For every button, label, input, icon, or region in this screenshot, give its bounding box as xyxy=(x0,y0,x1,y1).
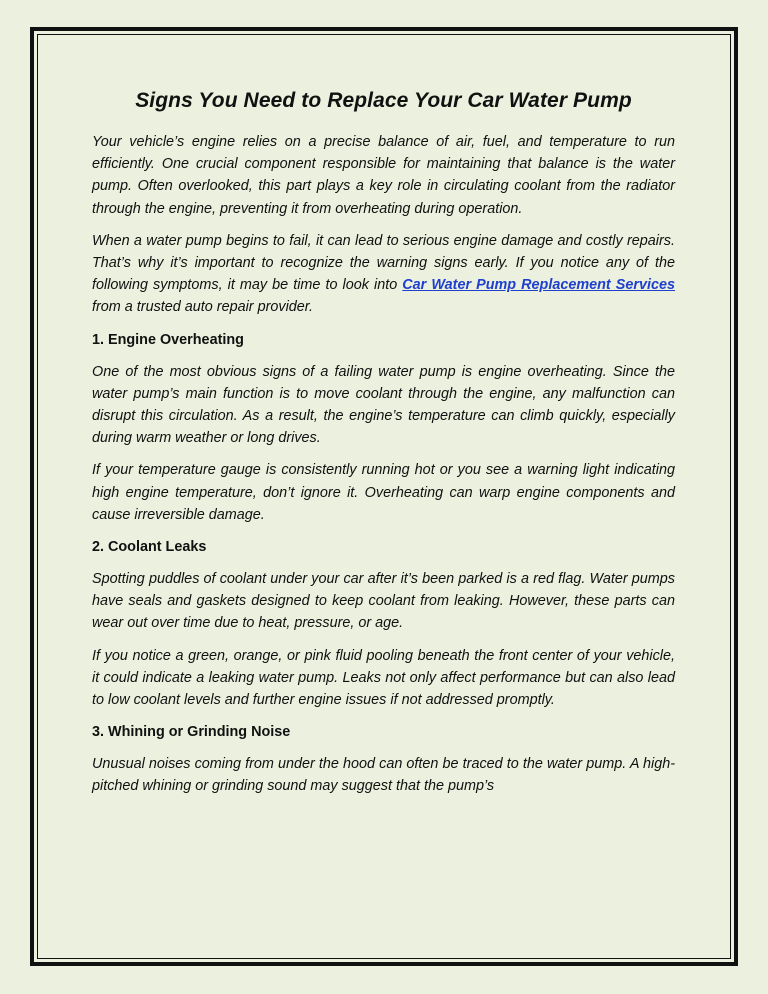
document-body xyxy=(92,85,675,808)
water-pump-services-link[interactable]: Car Water Pump Replacement Services xyxy=(402,277,675,294)
section-heading: 3. Whining or Grinding Noise xyxy=(92,724,291,741)
section-paragraph: If your temperature gauge is consistently running hot or you see a warning light indicating high engine temperature, don’t ignore it. Overheating can warp engine components and cause irreversible damage. xyxy=(92,462,675,523)
section-paragraph: If you notice a green, orange, or pink fluid pooling beneath the front center of your vehicle, it could indicate a leaking water pump. Leaks not only affect performance but can also lead to low coolant levels and further engine issues if not addressed promptly. xyxy=(92,647,675,709)
section-heading: 2. Coolant Leaks xyxy=(92,539,207,556)
intro-text-after-link: from a trusted auto repair provider. xyxy=(92,299,314,316)
section-paragraph: Unusual noises coming from under the hood can often be traced to the water pump. A high-pitched whining or grinding sound may suggest that the pump’s xyxy=(92,756,675,795)
page-title: Signs You Need to Replace Your Car Water Pump xyxy=(135,89,632,112)
section-paragraph: One of the most obvious signs of a failing water pump is engine overheating. Since the water pump’s main function is to move coolant through the engine, any malfunction can disrupt this circulation. As a result, the engine’s temperature can climb quickly, especially during warm weather or long drives. xyxy=(92,363,675,447)
intro-paragraph-link xyxy=(92,230,675,319)
section-paragraph: Spotting puddles of coolant under your car after it’s been parked is a red flag. Water pumps have seals and gaskets designed to keep coolant from leaking. However, these parts can wear out over time due to heat, pressure, or age. xyxy=(92,571,675,632)
section-heading: 1. Engine Overheating xyxy=(92,331,244,348)
intro-text-before-link: When a water pump begins to fail, it can lead to serious engine damage and costly repairs. That’s why it’s important to recognize the warning signs early. If you notice any of the following symptoms, it may be time to look into xyxy=(92,232,675,294)
intro-paragraph: Your vehicle’s engine relies on a precise balance of air, fuel, and temperature to run efficiently. One crucial component responsible for maintaining that balance is the water pump. Often overlooked, this part plays a key role in circulating coolant from the radiator through the engine, preventing it from overheating during operation. xyxy=(92,134,675,217)
